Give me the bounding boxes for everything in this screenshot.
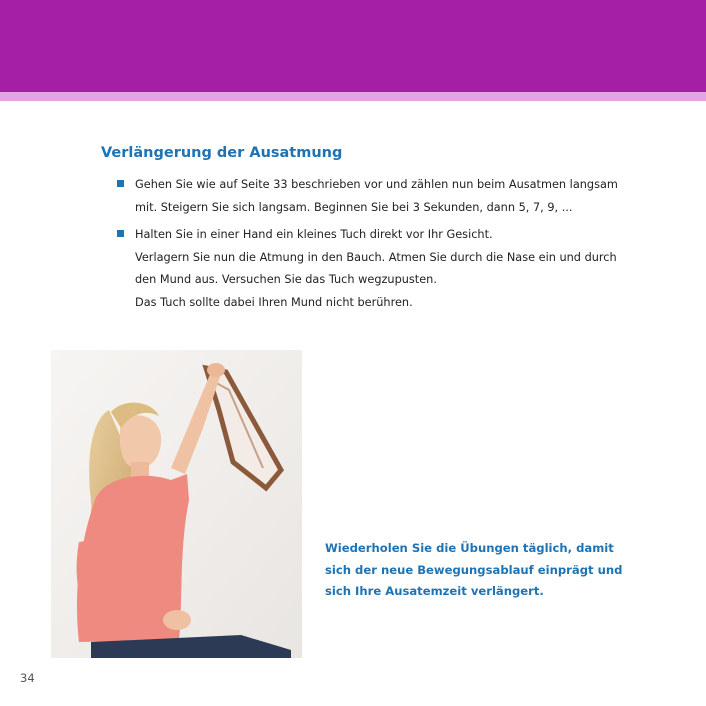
list-item [117,174,697,219]
list-item-line: den Mund aus. Versuchen Sie das Tuch wegzupusten. [135,273,437,286]
caption [325,538,625,603]
list-item-line: Gehen Sie wie auf Seite 33 beschrieben vor und zählen nun beim Ausatmen langsam [135,178,618,191]
list-item-line: mit. Steigern Sie sich langsam. Beginnen Sie bei 3 Sekunden, dann 5, 7, 9, ... [135,200,573,214]
caption-line: sich der neue Bewegungsablauf einprägt und [325,562,623,577]
instruction-list [117,174,697,319]
header-band [0,0,706,92]
list-item-line: Verlagern Sie nun die Atmung in den Bauch. Atmen Sie durch die Nase ein und durch [135,250,617,264]
bullet-square-icon [117,180,124,187]
exercise-photo [51,350,302,658]
page-number: 34 [20,671,35,685]
list-item-line: Das Tuch sollte dabei Ihren Mund nicht berühren. [135,295,413,309]
caption-line: Wiederholen Sie die Übungen täglich, damit [325,541,614,555]
bullet-square-icon [117,230,124,237]
list-item-line: Halten Sie in einer Hand ein kleines Tuch direkt vor Ihr Gesicht. [135,228,493,241]
list-item [117,224,697,314]
section-title: Verlängerung der Ausatmung [101,145,343,161]
caption-line: sich Ihre Ausatemzeit verlängert. [325,584,544,598]
header-stripe [0,92,706,101]
